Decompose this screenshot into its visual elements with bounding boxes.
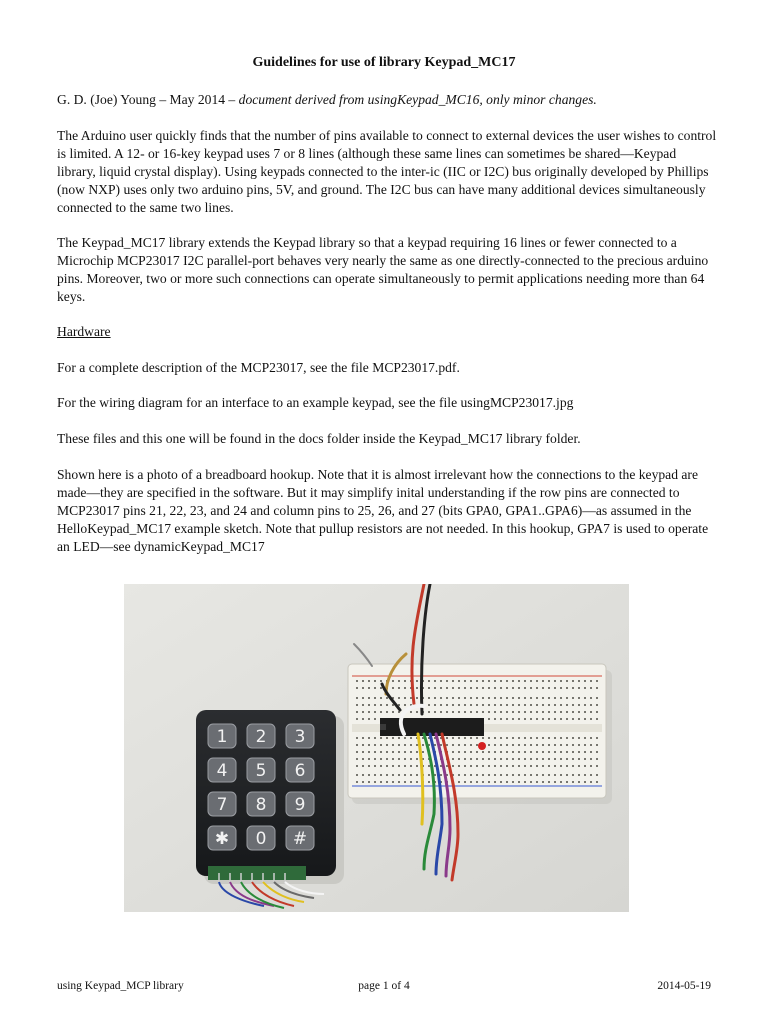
- keypad-key-label: 4: [216, 761, 228, 781]
- hardware-paragraph-4: Shown here is a photo of a breadboard hookup. Note that it is almost irrelevant how the connections to the keypad are made—they are specified in the software. But it may simplify inital understanding if the row pins are connected to MCP23017 pins 21, 22, 23, and 24 and column pins to 25, 26, and 27 (bits GPA0, GPA1..GPA6)—as assumed in the HelloKeypad_MC17 example sketch. Note that pullup resistors are not needed. In this hookup, GPA7 is used to operate an LED—see dynamicKeypad_MC17: [57, 467, 709, 554]
- footer-date: 2014-05-19: [657, 980, 711, 992]
- footer-left: using Keypad_MCP library: [57, 980, 184, 992]
- keypad-key-label: 9: [294, 795, 306, 815]
- breadboard-photo: [124, 584, 629, 912]
- keypad-key-label: 2: [255, 727, 267, 747]
- keypad-key-label: 7: [216, 795, 228, 815]
- keypad-key-label: ✱: [214, 829, 230, 849]
- hardware-paragraph-2: For the wiring diagram for an interface to an example keypad, see the file usingMCP23017.jpg: [57, 395, 574, 410]
- hardware-paragraph-1: For a complete description of the MCP23017, see the file MCP23017.pdf.: [57, 360, 460, 375]
- hardware-paragraph-3: These files and this one will be found in the docs folder inside the Keypad_MC17 library folder.: [57, 431, 581, 446]
- keypad-key-label: #: [292, 829, 308, 849]
- byline: [57, 91, 717, 109]
- keypad-key-label: 5: [255, 761, 267, 781]
- byline-author: G. D. (Joe) Young – May 2014 –: [57, 92, 239, 107]
- paragraph: The Arduino user quickly finds that the number of pins available to connect to external devices the user wishes to control is limited. A 12- or 16-key keypad uses 7 or 8 lines (although these same lines can sometimes be shared—Keypad library, liquid crystal display). Using keypads connected to the inter-ic (IIC or I2C) bus originally developed by Phillips (now NXP) uses only two arduino pins, 5V, and ground. The I2C bus can have many additional devices simultaneously connected to the same two lines.: [57, 128, 717, 215]
- footer-page-number: page 1 of 4: [358, 980, 410, 992]
- keypad-key-label: 8: [255, 795, 267, 815]
- library-paragraph: [57, 234, 717, 306]
- hardware-heading: Hardware: [57, 324, 111, 339]
- paragraph: The Keypad_MC17 library extends the Keypad library so that a keypad requiring 16 lines or fewer connected to a Microchip MCP23017 I2C parallel-port behaves very nearly the same as one directly-connected to the precious arduino pins. Moreover, two or more such connections can operate simultaneously to permit applications needing more than 64 keys.: [57, 235, 709, 304]
- document-title: Guidelines for use of library Keypad_MC17: [252, 55, 516, 70]
- keypad-key-label: 6: [294, 761, 306, 781]
- keypad-key-label: 0: [255, 829, 267, 849]
- keypad-key-label: 1: [216, 727, 228, 747]
- intro-paragraph: [57, 127, 717, 217]
- byline-note: document derived from usingKeypad_MC16, only minor changes.: [238, 92, 597, 107]
- keypad-key-label: 3: [294, 727, 306, 747]
